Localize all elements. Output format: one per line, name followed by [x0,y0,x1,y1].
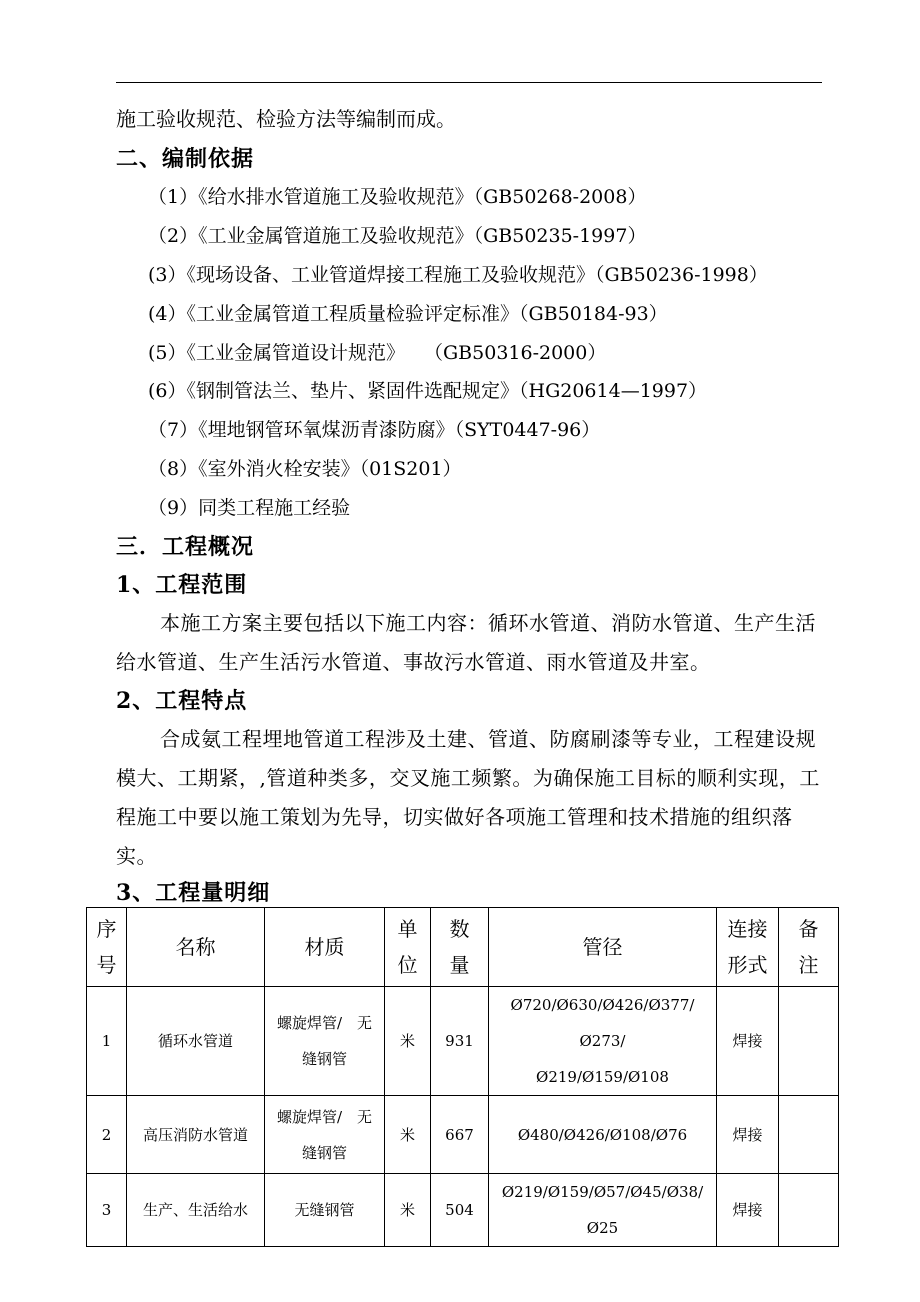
ref-item-9: （9）同类工程施工经验 [148,497,351,519]
cell-qty: 931 [431,987,489,1096]
col-qty-header: 数 量 [431,908,489,987]
cell-remark [779,1096,839,1174]
cell-conn: 焊接 [717,987,779,1096]
cell-qty: 667 [431,1096,489,1174]
header-rule [116,82,822,83]
cell-material: 无缝钢管 [265,1174,385,1247]
features-heading: 2、工程特点 [116,688,248,714]
ref-item-8: （8）《室外消火栓安装》（01S201） [148,458,462,480]
col-material-header: 材质 [265,908,385,987]
cell-name: 高压消防水管道 [127,1096,265,1174]
table-row [87,1096,839,1174]
ref-item-2: （2）《工业金属管道施工及验收规范》（GB50235-1997） [148,225,647,247]
cell-diameter: Ø720/Ø630/Ø426/Ø377/Ø273/ Ø219/Ø159/Ø108 [489,987,717,1096]
cell-unit: 米 [385,1174,431,1247]
cell-material: 螺旋焊管/ 无 缝钢管 [265,987,385,1096]
cell-diameter: Ø480/Ø426/Ø108/Ø76 [489,1096,717,1174]
cell-remark [779,987,839,1096]
section2-heading: 二、编制依据 [116,146,255,172]
cell-name: 生产、生活给水 [127,1174,265,1247]
ref-item-6: (6）《钢制管法兰、垫片、紧固件选配规定》（HG20614—1997） [148,380,708,402]
col-diameter-header: 管径 [489,908,717,987]
cell-seq: 2 [87,1096,127,1174]
cell-diameter: Ø219/Ø159/Ø57/Ø45/Ø38/Ø25 [489,1174,717,1247]
ref-item-4: (4）《工业金属管道工程质量检验评定标准》（GB50184-93） [148,303,668,325]
scope-heading: 1、工程范围 [116,572,248,598]
ref-item-5: (5）《工业金属管道设计规范》 （GB50316-2000） [148,342,607,364]
table-header-row [87,908,839,987]
ref-item-1: （1）《给水排水管道施工及验收规范》（GB50268-2008） [148,186,647,208]
cell-unit: 米 [385,987,431,1096]
cell-unit: 米 [385,1096,431,1174]
cell-name: 循环水管道 [127,987,265,1096]
table-row [87,987,839,1096]
ref-item-3: (3）《现场设备、工业管道焊接工程施工及验收规范》（GB50236-1998） [148,264,768,286]
col-remark-header: 备 注 [779,908,839,987]
ref-item-7: （7）《埋地钢管环氧煤沥青漆防腐》（SYT0447-96） [148,419,601,441]
cell-remark [779,1174,839,1247]
col-seq-header: 序 号 [87,908,127,987]
intro-tail-text: 施工验收规范、检验方法等编制而成。 [116,107,456,131]
cell-conn: 焊接 [717,1096,779,1174]
col-conn-header: 连接 形式 [717,908,779,987]
cell-seq: 1 [87,987,127,1096]
col-unit-header: 单 位 [385,908,431,987]
cell-material: 螺旋焊管/ 无 缝钢管 [265,1096,385,1174]
col-name-header: 名称 [127,908,265,987]
cell-qty: 504 [431,1174,489,1247]
quantities-heading: 3、工程量明细 [116,880,271,906]
cell-seq: 3 [87,1174,127,1247]
quantity-table [86,907,839,1247]
table-row [87,1174,839,1247]
scope-paragraph: 本施工方案主要包括以下施工内容：循环水管道、消防水管道、生产生活给水管道、生产生活污水管道、事故污水管道、雨水管道及井室。 [116,611,816,674]
features-paragraph: 合成氨工程埋地管道工程涉及土建、管道、防腐刷漆等专业，工程建设规模大、工期紧，,管道种类多，交叉施工频繁。为确保施工目标的顺利实现，工程施工中要以施工策划为先导，切实做好各项施工管理和技术措施的组织落实。 [116,727,820,868]
section3-heading: 三．工程概况 [116,534,255,560]
cell-conn: 焊接 [717,1174,779,1247]
